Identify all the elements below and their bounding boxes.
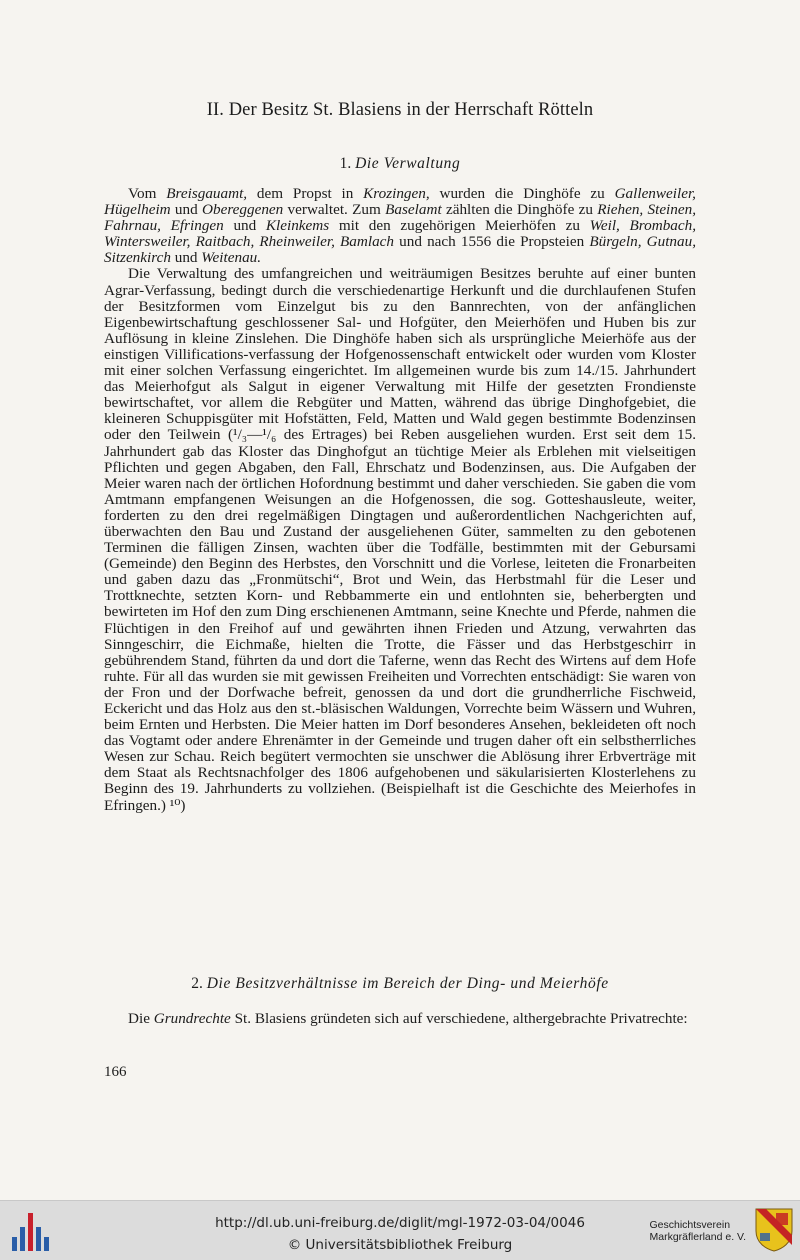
copyright-text: © Universitätsbibliothek Freiburg [287, 1237, 513, 1253]
page-number: 166 [104, 1064, 127, 1080]
viewer-footer [0, 1200, 800, 1260]
section-title-text: Die Verwaltung [355, 155, 461, 172]
section-number: 1. [339, 155, 352, 172]
paragraph-1: Vom Breisgauamt, dem Propst in Krozingen, wurden die Dinghöfe zu Gallenweiler, Hügelheim und Obereggenen verwaltet. Zum Baselamt zählten die Dinghöfe zu Riehen, Steinen, Fahrnau, Efringen und Kleinkems mit den zugehörigen Meierhöfen zu Weil, Brombach, Wintersweiler, Raitbach, Rheinweiler, Bamlach und nach 1556 die Propsteien Bürgeln, Gutnau, Sitzenkirch und Weitenau. [104, 185, 697, 267]
section-1-body [104, 186, 696, 814]
chapter-title: II. Der Besitz St. Blasiens in der Herrschaft Rötteln [206, 100, 594, 120]
section-heading-2 [0, 975, 800, 993]
section-number: 2. [191, 975, 203, 992]
paragraph-2: Die Verwaltung des umfangreichen und weiträumigen Besitzes beruhte auf einer bunten Agrar-Verfassung, bedingt durch die verschiedenartige Herkunft und die durchlaufenen Stufen der Besitzformen vom Einzelgut bis zu den Bannrechten, von der anfänglichen Eigenbewirtschaftung geschlossener Sal- und Hofgüter, den Meierhöfen und Huben bis zur Auflösung in kleine Zinslehen. Die Dinghöfe haben sich als ursprüngliche Meierhöfe aus der einstigen Villifications-verfassung der Hofgenossenschaft entwickelt oder wurden vom Kloster mit einer solchen Verfassung eingerichtet. Im allgemeinen wurde bis zum 14./15. Jahrhundert das Meierhofgut als Salgut in eigener Verwaltung mit Hilfe der gesetzten Frondienste bewirtschaftet, vor allem die Rebgüter und Matten, während das übrige Dinghofgebiet, die kleineren Schuppisgüter mit Hofstätten, Feld, Matten und Wald gegen bestimmte Bodenzinsen oder den Teilwein (¹/₃—¹/₆ des Ertrages) bei Reben ausgeliehen wurden. Erst seit dem 15. Jahrhundert gab das Kloster das Dinghofgut an tüchtige Meier als Erblehen mit vielseitigen Pflichten und gegen Abgaben, den Fall, Ehrschatz und Bodenzinsen, aus. Die Aufgaben der Meier waren nach der örtlichen Hofordnung bestimmt und daher verschieden. Sie gaben die vom Amtmann empfangenen Weisungen an die Hofgenossen, die sog. Gotteshausleute, weiter, forderten zu den drei regelmäßigen Dingtagen und außerordentlichen Nachgerichten auf, überwachten den Bau und Zustand der ausgeliehenen Güter, sammelten zu den gebotenen Terminen die fälligen Zinsen, wachten über die Todfälle, bestimmten mit der Gebursami (Gemeinde) den Beginn des Herbstes, den Vorschnitt und die Vorlese, leiteten die Fronarbeiten und gaben dazu das „Fronmütschi“, Brot und Wein, das Herbstmahl für die Leser und Trottknechte, setzten Korn- und Rebbammerte ein und entlohnten sie, beherbergten und bewirteten im Hof den zum Ding erschienenen Amtmann, seine Knechte und Pferde, nahmen die Flüchtigen in den Freihof auf und gewährten ihnen Frieden und Atzung, verwahrten das Sinngeschirr, die Eichmaße, hielten die Trotte, die Fässer und das Herbstgeschirr in gebührendem Stand, führten da und dort die Taferne, wenn das Recht des Wirtens auf dem Hofe ruhte. Für all das wurden sie mit gewissen Freiheiten und Vorrechten entschädigt: Sie waren von der Fron und der Dorfwache befreit, genossen da und dort die grundherrliche Fischweid, Eckericht und das Holz aus den st.-bläsischen Waldungen, Vorrechte beim Wässern und Wuhren, beim Ernten und Herbsten. Die Meier hatten im Dorf besonderes Ansehen, bekleideten oft noch das Vogtamt oder andere Ehrenämter in der Gemeinde und trugen daher oft ein selbstherrliches Wesen zur Schau. Reich begütert vermochten sie unschwer die Ablösung ihrer Erbverträge mit dem Staat als Rechtsnachfolger des 1806 aufgehobenen und säkularisierten Klosterlehens zu Beginn des 19. Jahrhunderts zu vollziehen. (Beispielhaft ist die Geschichte des Meierhofes in Efringen.) ¹⁰) [104, 265, 696, 814]
section-heading-1 [0, 155, 800, 173]
section-title-text: Die Besitzverhältnisse im Bereich der Ding- und Meierhöfe [206, 975, 609, 992]
coat-of-arms-icon [754, 1207, 794, 1253]
section-2-body [104, 1011, 696, 1027]
society-name [650, 1219, 747, 1243]
permalink-url[interactable]: http://dl.ub.uni-freiburg.de/diglit/mgl-1972-03-04/0046 [215, 1215, 585, 1231]
society-name-line1: Geschichtsverein [649, 1219, 731, 1231]
society-name-line2: Markgräflerland e. V. [649, 1231, 746, 1243]
paragraph-3: Die Grundrechte St. Blasiens gründeten sich auf verschiedene, althergebrachte Privatrechte: [128, 1010, 688, 1027]
